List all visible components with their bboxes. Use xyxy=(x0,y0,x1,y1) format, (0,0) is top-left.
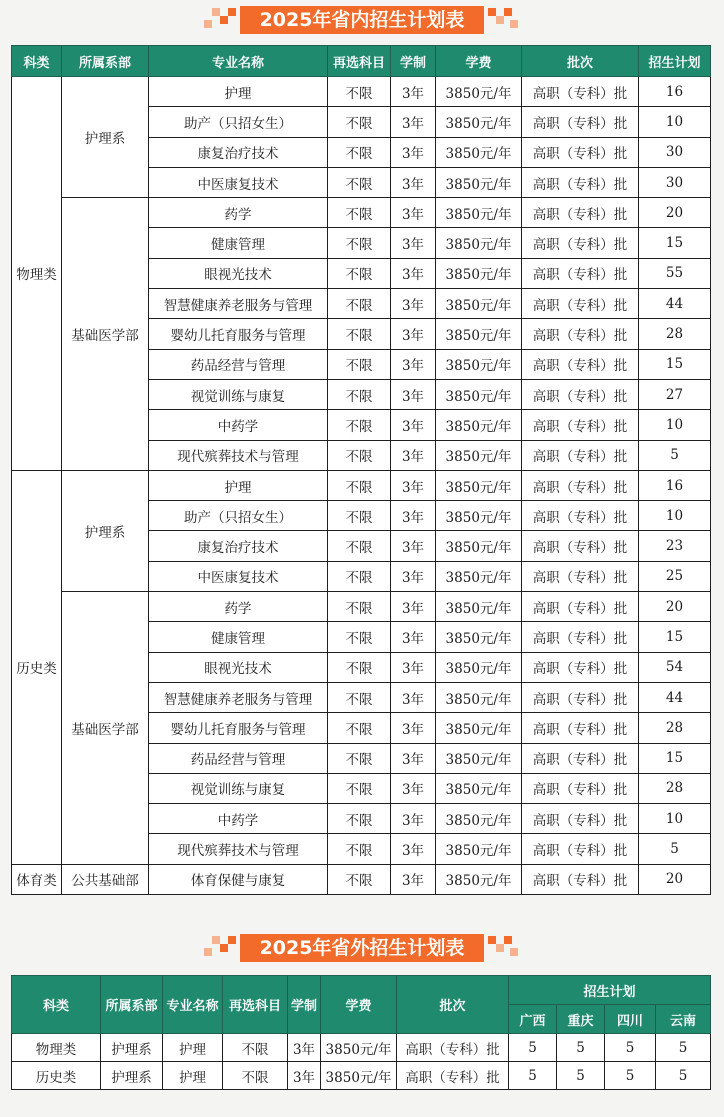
header-cell: 学费 xyxy=(436,46,522,77)
tuition-cell: 3850元/年 xyxy=(436,470,522,500)
elective-cell: 不限 xyxy=(328,592,391,622)
tuition-cell: 3850元/年 xyxy=(436,531,522,561)
elective-cell: 不限 xyxy=(328,834,391,864)
quota-cell: 5 xyxy=(639,834,711,864)
table-cell: 3年 xyxy=(288,1034,321,1062)
table-cell: 护理 xyxy=(163,1034,223,1062)
elective-cell: 不限 xyxy=(328,137,391,167)
major-cell: 中药学 xyxy=(149,410,328,440)
major-cell: 眼视光技术 xyxy=(149,258,328,288)
plan-header-cell: 招生计划 xyxy=(509,976,711,1005)
major-cell: 视觉训练与康复 xyxy=(149,773,328,803)
province-header-cell: 四川 xyxy=(605,1005,656,1034)
quota-cell: 44 xyxy=(639,289,711,319)
tuition-cell: 3850元/年 xyxy=(436,77,522,107)
duration-cell: 3年 xyxy=(391,167,436,197)
quota-cell: 16 xyxy=(639,470,711,500)
table-header-row xyxy=(12,46,711,77)
elective-cell: 不限 xyxy=(328,804,391,834)
major-cell: 现代殡葬技术与管理 xyxy=(149,440,328,470)
major-cell: 药学 xyxy=(149,198,328,228)
batch-cell: 高职（专科）批 xyxy=(522,622,639,652)
category-cell: 物理类 xyxy=(12,77,62,471)
major-cell: 现代殡葬技术与管理 xyxy=(149,834,328,864)
duration-cell: 3年 xyxy=(391,864,436,894)
department-cell: 护理系 xyxy=(62,77,149,198)
tuition-cell: 3850元/年 xyxy=(436,622,522,652)
quota-cell: 5 xyxy=(639,440,711,470)
major-cell: 助产（只招女生） xyxy=(149,501,328,531)
major-cell: 中药学 xyxy=(149,804,328,834)
batch-cell: 高职（专科）批 xyxy=(522,743,639,773)
tuition-cell: 3850元/年 xyxy=(436,773,522,803)
table-header-row xyxy=(12,976,711,1005)
tuition-cell: 3850元/年 xyxy=(436,228,522,258)
header-cell: 专业名称 xyxy=(149,46,328,77)
table-cell: 高职（专科）批 xyxy=(397,1034,509,1062)
duration-cell: 3年 xyxy=(391,470,436,500)
tuition-cell: 3850元/年 xyxy=(436,652,522,682)
tuition-cell: 3850元/年 xyxy=(436,713,522,743)
elective-cell: 不限 xyxy=(328,77,391,107)
header-cell: 再选科目 xyxy=(328,46,391,77)
header-cell: 招生计划 xyxy=(639,46,711,77)
table-cell: 5 xyxy=(605,1062,656,1090)
major-cell: 康复治疗技术 xyxy=(149,531,328,561)
major-cell: 智慧健康养老服务与管理 xyxy=(149,289,328,319)
header-cell: 批次 xyxy=(397,976,509,1034)
batch-cell: 高职（专科）批 xyxy=(522,501,639,531)
duration-cell: 3年 xyxy=(391,501,436,531)
table-cell: 5 xyxy=(557,1062,605,1090)
major-cell: 中医康复技术 xyxy=(149,167,328,197)
elective-cell: 不限 xyxy=(328,228,391,258)
quota-cell: 15 xyxy=(639,622,711,652)
batch-cell: 高职（专科）批 xyxy=(522,713,639,743)
tuition-cell: 3850元/年 xyxy=(436,804,522,834)
batch-cell: 高职（专科）批 xyxy=(522,682,639,712)
quota-cell: 10 xyxy=(639,501,711,531)
quota-cell: 28 xyxy=(639,319,711,349)
table-cell: 5 xyxy=(605,1034,656,1062)
table-cell: 护理 xyxy=(163,1062,223,1090)
tuition-cell: 3850元/年 xyxy=(436,319,522,349)
table-cell: 5 xyxy=(656,1062,711,1090)
elective-cell: 不限 xyxy=(328,167,391,197)
duration-cell: 3年 xyxy=(391,743,436,773)
table-row xyxy=(12,864,711,894)
section2-title: 2025年省外招生计划表 xyxy=(240,934,484,962)
table-cell: 物理类 xyxy=(12,1034,101,1062)
duration-cell: 3年 xyxy=(391,228,436,258)
batch-cell: 高职（专科）批 xyxy=(522,592,639,622)
province-header-cell: 广西 xyxy=(509,1005,557,1034)
table-cell: 不限 xyxy=(223,1034,288,1062)
batch-cell: 高职（专科）批 xyxy=(522,410,639,440)
category-cell: 历史类 xyxy=(12,470,62,864)
table-cell: 3年 xyxy=(288,1062,321,1090)
tuition-cell: 3850元/年 xyxy=(436,410,522,440)
major-cell: 护理 xyxy=(149,470,328,500)
duration-cell: 3年 xyxy=(391,713,436,743)
duration-cell: 3年 xyxy=(391,440,436,470)
category-cell: 体育类 xyxy=(12,864,62,894)
out-of-province-plan-table xyxy=(11,975,711,1090)
major-cell: 视觉训练与康复 xyxy=(149,379,328,409)
quota-cell: 25 xyxy=(639,561,711,591)
quota-cell: 28 xyxy=(639,713,711,743)
duration-cell: 3年 xyxy=(391,289,436,319)
elective-cell: 不限 xyxy=(328,713,391,743)
duration-cell: 3年 xyxy=(391,137,436,167)
quota-cell: 15 xyxy=(639,743,711,773)
quota-cell: 15 xyxy=(639,349,711,379)
section1-title: 2025年省内招生计划表 xyxy=(240,6,484,34)
header-cell: 专业名称 xyxy=(163,976,223,1034)
batch-cell: 高职（专科）批 xyxy=(522,531,639,561)
major-cell: 护理 xyxy=(149,77,328,107)
department-cell: 护理系 xyxy=(62,470,149,591)
quota-cell: 16 xyxy=(639,77,711,107)
major-cell: 健康管理 xyxy=(149,622,328,652)
table-cell: 高职（专科）批 xyxy=(397,1062,509,1090)
quota-cell: 23 xyxy=(639,531,711,561)
major-cell: 健康管理 xyxy=(149,228,328,258)
batch-cell: 高职（专科）批 xyxy=(522,834,639,864)
tuition-cell: 3850元/年 xyxy=(436,379,522,409)
tuition-cell: 3850元/年 xyxy=(436,743,522,773)
batch-cell: 高职（专科）批 xyxy=(522,107,639,137)
table-cell: 护理系 xyxy=(101,1034,163,1062)
duration-cell: 3年 xyxy=(391,592,436,622)
major-cell: 眼视光技术 xyxy=(149,652,328,682)
table-cell: 护理系 xyxy=(101,1062,163,1090)
duration-cell: 3年 xyxy=(391,834,436,864)
quota-cell: 20 xyxy=(639,198,711,228)
elective-cell: 不限 xyxy=(328,289,391,319)
quota-cell: 30 xyxy=(639,137,711,167)
batch-cell: 高职（专科）批 xyxy=(522,864,639,894)
duration-cell: 3年 xyxy=(391,561,436,591)
quota-cell: 20 xyxy=(639,592,711,622)
elective-cell: 不限 xyxy=(328,258,391,288)
table-row xyxy=(12,198,711,228)
tuition-cell: 3850元/年 xyxy=(436,561,522,591)
duration-cell: 3年 xyxy=(391,258,436,288)
batch-cell: 高职（专科）批 xyxy=(522,289,639,319)
duration-cell: 3年 xyxy=(391,107,436,137)
batch-cell: 高职（专科）批 xyxy=(522,137,639,167)
quota-cell: 10 xyxy=(639,107,711,137)
quota-cell: 44 xyxy=(639,682,711,712)
tuition-cell: 3850元/年 xyxy=(436,592,522,622)
table-cell: 3850元/年 xyxy=(321,1034,397,1062)
batch-cell: 高职（专科）批 xyxy=(522,77,639,107)
header-cell: 学制 xyxy=(288,976,321,1034)
tuition-cell: 3850元/年 xyxy=(436,682,522,712)
elective-cell: 不限 xyxy=(328,864,391,894)
batch-cell: 高职（专科）批 xyxy=(522,319,639,349)
quota-cell: 10 xyxy=(639,804,711,834)
duration-cell: 3年 xyxy=(391,622,436,652)
duration-cell: 3年 xyxy=(391,379,436,409)
batch-cell: 高职（专科）批 xyxy=(522,258,639,288)
tuition-cell: 3850元/年 xyxy=(436,107,522,137)
table-row xyxy=(12,592,711,622)
province-header-cell: 重庆 xyxy=(557,1005,605,1034)
header-cell: 所属系部 xyxy=(62,46,149,77)
elective-cell: 不限 xyxy=(328,531,391,561)
header-cell: 科类 xyxy=(12,976,101,1034)
quota-cell: 28 xyxy=(639,773,711,803)
elective-cell: 不限 xyxy=(328,561,391,591)
quota-cell: 20 xyxy=(639,864,711,894)
table-cell: 5 xyxy=(509,1034,557,1062)
table-cell: 5 xyxy=(656,1034,711,1062)
major-cell: 中医康复技术 xyxy=(149,561,328,591)
table-cell: 不限 xyxy=(223,1062,288,1090)
major-cell: 康复治疗技术 xyxy=(149,137,328,167)
batch-cell: 高职（专科）批 xyxy=(522,349,639,379)
department-cell: 基础医学部 xyxy=(62,198,149,471)
tuition-cell: 3850元/年 xyxy=(436,137,522,167)
batch-cell: 高职（专科）批 xyxy=(522,470,639,500)
batch-cell: 高职（专科）批 xyxy=(522,561,639,591)
table-cell: 3850元/年 xyxy=(321,1062,397,1090)
table-row xyxy=(12,1062,711,1090)
major-cell: 助产（只招女生） xyxy=(149,107,328,137)
duration-cell: 3年 xyxy=(391,319,436,349)
header-cell: 批次 xyxy=(522,46,639,77)
duration-cell: 3年 xyxy=(391,531,436,561)
elective-cell: 不限 xyxy=(328,349,391,379)
tuition-cell: 3850元/年 xyxy=(436,198,522,228)
duration-cell: 3年 xyxy=(391,77,436,107)
tuition-cell: 3850元/年 xyxy=(436,834,522,864)
tuition-cell: 3850元/年 xyxy=(436,349,522,379)
tuition-cell: 3850元/年 xyxy=(436,167,522,197)
header-cell: 再选科目 xyxy=(223,976,288,1034)
table-row xyxy=(12,1034,711,1062)
quota-cell: 30 xyxy=(639,167,711,197)
duration-cell: 3年 xyxy=(391,804,436,834)
quota-cell: 54 xyxy=(639,652,711,682)
elective-cell: 不限 xyxy=(328,773,391,803)
quota-cell: 55 xyxy=(639,258,711,288)
section2-title-bar xyxy=(0,930,724,966)
duration-cell: 3年 xyxy=(391,652,436,682)
duration-cell: 3年 xyxy=(391,773,436,803)
header-cell: 学制 xyxy=(391,46,436,77)
table-cell: 5 xyxy=(557,1034,605,1062)
elective-cell: 不限 xyxy=(328,501,391,531)
duration-cell: 3年 xyxy=(391,682,436,712)
table-cell: 历史类 xyxy=(12,1062,101,1090)
domestic-plan-table xyxy=(11,45,711,895)
table-row xyxy=(12,470,711,500)
batch-cell: 高职（专科）批 xyxy=(522,198,639,228)
major-cell: 智慧健康养老服务与管理 xyxy=(149,682,328,712)
province-header-cell: 云南 xyxy=(656,1005,711,1034)
batch-cell: 高职（专科）批 xyxy=(522,804,639,834)
major-cell: 药品经营与管理 xyxy=(149,743,328,773)
quota-cell: 10 xyxy=(639,410,711,440)
major-cell: 体育保健与康复 xyxy=(149,864,328,894)
elective-cell: 不限 xyxy=(328,319,391,349)
batch-cell: 高职（专科）批 xyxy=(522,440,639,470)
duration-cell: 3年 xyxy=(391,349,436,379)
elective-cell: 不限 xyxy=(328,622,391,652)
section1-title-bar xyxy=(0,2,724,38)
tuition-cell: 3850元/年 xyxy=(436,501,522,531)
elective-cell: 不限 xyxy=(328,440,391,470)
quota-cell: 27 xyxy=(639,379,711,409)
tuition-cell: 3850元/年 xyxy=(436,864,522,894)
major-cell: 婴幼儿托育服务与管理 xyxy=(149,713,328,743)
table-row xyxy=(12,77,711,107)
quota-cell: 15 xyxy=(639,228,711,258)
major-cell: 药品经营与管理 xyxy=(149,349,328,379)
major-cell: 药学 xyxy=(149,592,328,622)
tuition-cell: 3850元/年 xyxy=(436,289,522,319)
department-cell: 基础医学部 xyxy=(62,592,149,865)
tuition-cell: 3850元/年 xyxy=(436,258,522,288)
header-cell: 所属系部 xyxy=(101,976,163,1034)
elective-cell: 不限 xyxy=(328,743,391,773)
tuition-cell: 3850元/年 xyxy=(436,440,522,470)
elective-cell: 不限 xyxy=(328,682,391,712)
elective-cell: 不限 xyxy=(328,198,391,228)
elective-cell: 不限 xyxy=(328,652,391,682)
elective-cell: 不限 xyxy=(328,379,391,409)
table-cell: 5 xyxy=(509,1062,557,1090)
duration-cell: 3年 xyxy=(391,198,436,228)
elective-cell: 不限 xyxy=(328,410,391,440)
batch-cell: 高职（专科）批 xyxy=(522,652,639,682)
batch-cell: 高职（专科）批 xyxy=(522,379,639,409)
header-cell: 科类 xyxy=(12,46,62,77)
department-cell: 公共基础部 xyxy=(62,864,149,894)
major-cell: 婴幼儿托育服务与管理 xyxy=(149,319,328,349)
elective-cell: 不限 xyxy=(328,107,391,137)
duration-cell: 3年 xyxy=(391,410,436,440)
header-cell: 学费 xyxy=(321,976,397,1034)
batch-cell: 高职（专科）批 xyxy=(522,773,639,803)
elective-cell: 不限 xyxy=(328,470,391,500)
batch-cell: 高职（专科）批 xyxy=(522,167,639,197)
batch-cell: 高职（专科）批 xyxy=(522,228,639,258)
